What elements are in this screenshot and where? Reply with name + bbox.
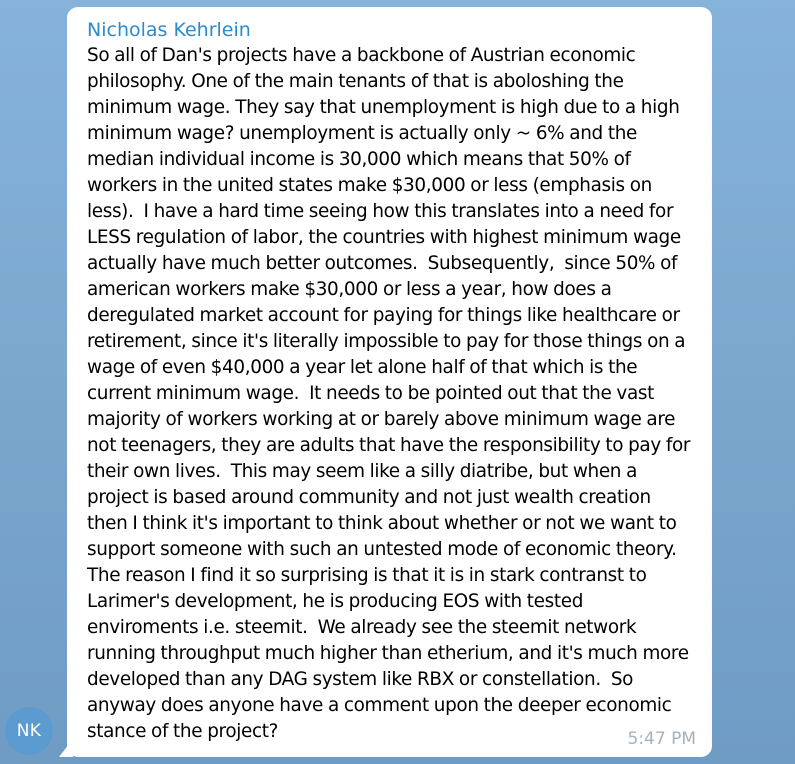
message-bubble[interactable] — [67, 7, 712, 757]
message-text: So all of Dan's projects have a backbone of Austrian economic philosophy. One of the main tenants of that is aboloshing the minimum wage. They say that unemployment is high due to a high minimum wage? unemployment is actually only ~ 6% and the median individual income is 30,000 which means that 50% of workers in the united states make $30,000 or less (emphasis on less). I have a hard time seeing how this translates into a need for LESS regulation of labor, the countries with highest minimum wage actually have much better outcomes. Subsequently, since 50% of american workers make $30,000 or less a year, how does a deregulated market account for paying for things like healthcare or retirement, since it's literally impossible to pay for those things on a wage of even $40,000 a year let alone half of that which is the current minimum wage. It needs to be pointed out that the vast majority of workers working at or barely above minimum wage are not teenagers, they are adults that have the responsibility to pay for their own lives. This may seem like a silly diatribe, but when a project is based around community and not just wealth creation then I think it's important to think about whether or not we want to support someone with such an untested mode of economic theory. The reason I find it so surprising is that it is in stark contranst to Larimer's development, he is producing EOS with tested enviroments i.e. steemit. We already see the steemit network running throughput much higher than etherium, and it's much more developed than any DAG system like RBX or constellation. So anyway does anyone have a comment upon the deeper economic stance of the project? — [87, 45, 696, 742]
sender-name[interactable]: Nicholas Kehrlein — [87, 19, 251, 41]
message-timestamp: 5:47 PM — [627, 729, 696, 749]
avatar[interactable]: NK — [5, 707, 53, 755]
